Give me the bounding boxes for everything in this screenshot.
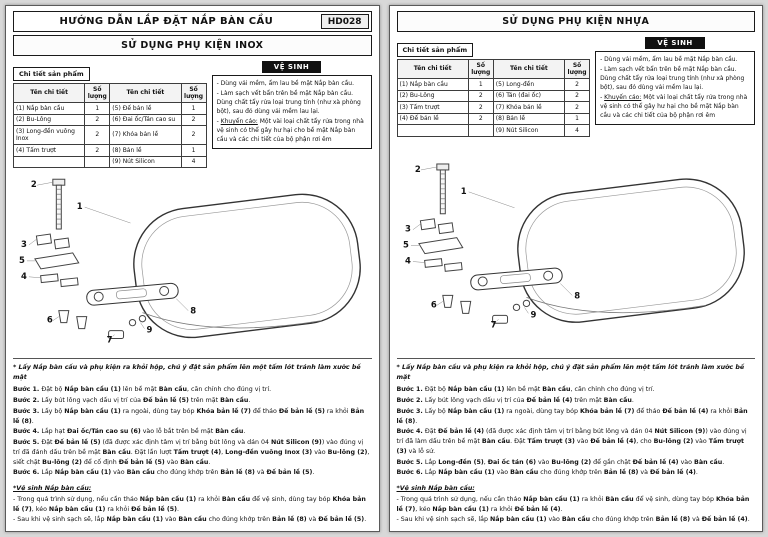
cleaning-bullet: - Làm sạch vết bẩn trên bề mặt Nắp bàn cầu. Dùng chất tẩy rửa loại trung tính (như xà phòng bột), sau đó dùng vải mềm lau lại. — [600, 66, 745, 91]
cleaning-step: - Trong quá trình sử dụng, nếu cần tháo Nắp bàn cầu (1) ra khỏi Bàn cầu để vệ sinh, dùng tay bóp Khóa bản lề (7), kéo Nắp bàn cầu (1) ra khỏi Đế bản lề (4). — [396, 495, 750, 513]
parts-table-header-cell: Tên chi tiết — [397, 60, 468, 79]
parts-table-row — [397, 90, 590, 102]
installation-step: Bước 6. Lắp Nắp bàn cầu (1) vào Bàn cầu cho đúng khớp trên Bản lề (8) và Đế bản lề (5). — [13, 469, 315, 477]
parts-table-header-cell: Số lượng — [181, 84, 206, 103]
part-name-cell: (5) Long-đền — [493, 79, 564, 91]
cleaning-bullet: - Khuyến cáo: Một vài loại chất tẩy rửa trong nhà vệ sinh có thể gây hư hại cho bề mặt Nắp bàn cầu và các chi tiết của bộ phận rơi êm — [216, 118, 364, 143]
installation-steps — [13, 385, 372, 478]
part-name-cell: (2) Bu-Lông — [14, 114, 85, 126]
part-number-7: 7 — [106, 334, 113, 345]
part-qty-cell: 1 — [565, 113, 590, 125]
part-qty-cell: 1 — [181, 145, 206, 157]
part-name-cell: (8) Bản lề — [110, 145, 181, 157]
parts-table — [397, 59, 591, 137]
cleaning-bullet: - Khuyến cáo: Một vài loại chất tẩy rửa trong nhà vệ sinh có thể gây hư hại cho bề mặt Nắp bàn cầu và các chi tiết của bộ phận rơi êm — [600, 94, 748, 119]
part-number-2: 2 — [414, 163, 421, 174]
slide-pad-drawing — [41, 274, 78, 287]
document-title-bar — [13, 11, 372, 32]
cleaning-step: - Trong quá trình sử dụng, nếu cần tháo Nắp bàn cầu (1) ra khỏi Bàn cầu để vệ sinh, dùng tay bóp Khóa bản lề (7), kéo Nắp bàn cầu (1) ra khỏi Đế bản lề (5). — [13, 495, 366, 513]
part-name-cell: (6) Tán (đai ốc) — [493, 90, 564, 102]
part-qty-cell: 2 — [181, 126, 206, 145]
cleaning-bullet: - Làm sạch vết bẩn trên bề mặt Nắp bàn cầu. Dùng chất tẩy rửa loại trung tính (như xà phòng bột), sau đó dùng vải mềm lau lại. — [216, 90, 361, 115]
part-qty-cell: 2 — [468, 102, 493, 114]
part-qty-cell: 2 — [565, 90, 590, 102]
hinge-base-drawing — [418, 237, 462, 253]
part-number-4: 4 — [404, 255, 411, 266]
part-name-cell — [14, 156, 85, 168]
part-name-cell: (7) Khóa bản lề — [110, 126, 181, 145]
washer-drawing — [36, 234, 69, 249]
cleaning-bullet-list — [595, 51, 755, 125]
cleaning-instructions-title: *Vệ sinh Nắp bàn cầu: — [13, 485, 92, 492]
installation-step: Bước 3. Lấy bộ Nắp bàn cầu (1) ra ngoài, dùng tay bóp Khóa bản lề (7) để tháo Đế bản lề (4) ra khỏi Bản lề (8). — [396, 407, 748, 425]
info-section — [13, 61, 372, 168]
parts-table-header-cell: Số lượng — [85, 84, 110, 103]
hinge-base-drawing — [35, 253, 79, 269]
exploded-parts-diagram — [13, 171, 372, 356]
installation-instructions — [397, 358, 756, 526]
part-qty-cell: 2 — [468, 90, 493, 102]
cleaning-step: - Sau khi vệ sinh sạch sẽ, lắp Nắp bàn cầu (1) vào Bàn cầu cho đúng khớp trên Bản lề (8) và Đế bản lề (5). — [13, 516, 367, 524]
cleaning-label: VỆ SINH — [262, 61, 322, 73]
installation-step: Bước 1. Đặt bộ Nắp bàn cầu (1) lên bề mặt Bàn cầu, căn chỉnh cho đúng vị trí. — [396, 386, 655, 394]
part-name-cell: (5) Đế bản lề — [110, 103, 181, 115]
part-name-cell: (6) Đai ốc/Tán cao su — [110, 114, 181, 126]
part-number-9: 9 — [529, 308, 536, 319]
part-number-6: 6 — [46, 314, 53, 325]
seat-lid-drawing — [511, 172, 750, 328]
cleaning-step: - Sau khi vệ sinh sạch sẽ, lắp Nắp bàn cầu (1) vào Bàn cầu cho đúng khớp trên Bản lề (8) và Đế bản lề (4). — [396, 516, 750, 524]
parts-list-label: Chi tiết sản phẩm — [13, 67, 90, 81]
installation-instructions — [13, 358, 372, 526]
parts-table-header-cell: Tên chi tiết — [493, 60, 564, 79]
parts-table-row — [14, 103, 207, 115]
page-inox-instructions — [5, 5, 380, 532]
parts-table-row — [14, 156, 207, 168]
part-name-cell: (1) Nắp bàn cầu — [14, 103, 85, 115]
parts-table-row — [14, 126, 207, 145]
part-number-6: 6 — [430, 298, 437, 309]
parts-table-row — [397, 113, 590, 125]
parts-table-row — [397, 79, 590, 91]
parts-table-header-cell: Số lượng — [565, 60, 590, 79]
document-title: HƯỚNG DẪN LẮP ĐẶT NẮP BÀN CẦU — [59, 16, 274, 27]
info-section — [397, 37, 756, 137]
exploded-parts-diagram — [397, 140, 756, 356]
part-qty-cell: 2 — [85, 114, 110, 126]
parts-table-header-cell: Tên chi tiết — [110, 84, 181, 103]
document-code-badge: HD028 — [321, 14, 369, 29]
part-name-cell: (4) Đế bản lề — [397, 113, 468, 125]
silicon-cap-drawing — [513, 300, 529, 310]
parts-table-row — [14, 114, 207, 126]
parts-list-section — [13, 61, 207, 168]
unpack-note: * Lấy Nắp bàn cầu và phụ kiện ra khỏi hộp, chú ý đặt sản phẩm lên một tấm lót tránh làm xước bề mặt — [396, 363, 745, 381]
installation-step: Bước 6. Lắp Nắp bàn cầu (1) vào Bàn cầu cho đúng khớp trên Bản lề (8) và Đế bản lề (4). — [396, 469, 698, 477]
parts-table-header-cell: Số lượng — [468, 60, 493, 79]
part-name-cell: (2) Bu-Lông — [397, 90, 468, 102]
part-name-cell: (3) Long-đền vuông Inox — [14, 126, 85, 145]
installation-step: Bước 4. Lắp hạt Đai ốc/Tán cao su (6) vào lỗ bắt trên bề mặt Bàn cầu. — [13, 428, 246, 436]
part-number-7: 7 — [490, 318, 496, 329]
part-number-8: 8 — [190, 305, 197, 316]
cleaning-bullet: - Dùng vải mềm, ẩm lau bề mặt Nắp bàn cầu. — [600, 56, 738, 63]
slide-pad-drawing — [424, 258, 461, 271]
parts-list-section — [397, 37, 591, 137]
part-name-cell — [397, 125, 468, 137]
bolt-drawing — [53, 179, 65, 229]
section-title-nhua: SỬ DỤNG PHỤ KIỆN NHỰA — [397, 11, 756, 32]
part-name-cell: (4) Tấm trượt — [14, 145, 85, 157]
installation-step: Bước 5. Lắp Long-đền (5), Đai ốc tán (6) vào Bu-lông (2) để gắn chặt Đế bản lề (4) vào Bàn cầu. — [396, 458, 725, 466]
cleaning-bullet: - Dùng vải mềm, ẩm lau bề mặt Nắp bàn cầu. — [216, 80, 355, 87]
rubber-nut-drawing — [59, 311, 87, 329]
cleaning-bullet-list — [212, 75, 372, 149]
part-name-cell: (9) Nút Silicon — [493, 125, 564, 137]
installation-step: Bước 3. Lấy bộ Nắp bàn cầu (1) ra ngoài, dùng tay bóp Khóa bản lề (7) để tháo Đế bản lề (5) ra khỏi Bản lề (8). — [13, 407, 365, 425]
bolt-drawing — [436, 163, 448, 213]
cleaning-instructions-title: *Vệ sinh Nắp bàn cầu: — [396, 485, 475, 492]
part-qty-cell: 1 — [468, 79, 493, 91]
part-name-cell: (1) Nắp bàn cầu — [397, 79, 468, 91]
installation-step: Bước 1. Đặt bộ Nắp bàn cầu (1) lên bề mặt Bàn cầu, căn chỉnh cho đúng vị trí. — [13, 386, 272, 394]
page-nhua-instructions — [389, 5, 764, 532]
silicon-cap-drawing — [129, 315, 145, 325]
part-number-4: 4 — [20, 270, 27, 281]
parts-table-header-row — [14, 84, 207, 103]
parts-table-row — [14, 145, 207, 157]
parts-table-row — [397, 125, 590, 137]
cleaning-label: VỆ SINH — [645, 37, 705, 49]
part-number-3: 3 — [20, 238, 27, 249]
installation-steps — [397, 385, 756, 478]
part-number-1: 1 — [76, 201, 83, 212]
installation-step: Bước 2. Lấy bút lông vạch dấu vị trí của Đế bản lề (5) trên mặt Bàn cầu. — [13, 397, 251, 404]
part-qty-cell: 4 — [565, 125, 590, 137]
parts-list-label: Chi tiết sản phẩm — [397, 43, 474, 57]
part-number-3: 3 — [404, 223, 411, 234]
part-qty-cell — [468, 125, 493, 137]
section-title-inox: SỬ DỤNG PHỤ KIỆN INOX — [13, 35, 372, 56]
part-qty-cell: 2 — [565, 102, 590, 114]
part-number-8: 8 — [573, 289, 580, 300]
part-name-cell: (8) Bản lề — [493, 113, 564, 125]
part-name-cell: (7) Khóa bản lề — [493, 102, 564, 114]
part-qty-cell: 2 — [85, 126, 110, 145]
part-qty-cell: 1 — [181, 103, 206, 115]
installation-step: Bước 2. Lấy bút lông vạch dấu vị trí của Đế bản lề (4) trên mặt Bàn cầu. — [396, 397, 634, 404]
part-qty-cell — [85, 156, 110, 168]
cleaning-section — [212, 61, 372, 168]
unpack-note: * Lấy Nắp bàn cầu và phụ kiện ra khỏi hộp, chú ý đặt sản phẩm lên một tấm lót tránh làm xước bề mặt — [13, 363, 361, 381]
seat-lid-drawing — [127, 188, 366, 344]
part-number-5: 5 — [18, 254, 25, 265]
cleaning-steps — [13, 495, 372, 525]
part-qty-cell: 1 — [85, 103, 110, 115]
parts-table-header-cell: Tên chi tiết — [14, 84, 85, 103]
parts-table-header-row — [397, 60, 590, 79]
installation-step: Bước 5. Đặt Đế bản lề (5) (đã được xác định tâm vị trí bằng bút lông và dán 04 Nút Silicon (9)) vào đúng vị trí đã đánh dấu trên bề mặt Bàn cầu. Đặt lần lượt Tấm trượt (4), Long-đền vuông Inox (3) vào Bu-lông (2), siết chặt Bu-lông (2) để cố định Đế bản lề (5) vào Bàn cầu. — [13, 439, 370, 466]
part-name-cell: (9) Nút Silicon — [110, 156, 181, 168]
part-name-cell: (3) Tấm trượt — [397, 102, 468, 114]
part-qty-cell: 4 — [181, 156, 206, 168]
parts-table-row — [397, 102, 590, 114]
part-number-2: 2 — [30, 179, 37, 190]
part-qty-cell: 2 — [181, 114, 206, 126]
washer-drawing — [420, 218, 453, 233]
parts-table — [13, 83, 207, 168]
part-number-9: 9 — [146, 324, 153, 335]
cleaning-steps — [397, 495, 756, 525]
part-qty-cell: 2 — [468, 113, 493, 125]
installation-step: Bước 4. Đặt Đế bản lề (4) (đã được xác định tâm vị trí bằng bút lông và dán 04 Nút Silicon (9)) vào đúng vị trí đã làm dấu trên bề mặt Bàn cầu. Đặt Tấm trượt (3) vào Đế bản lề (4), cho Bu-lông (2) vào Tấm trượt (3) và lỗ sứ. — [396, 428, 747, 455]
rubber-nut-drawing — [442, 295, 470, 313]
part-qty-cell: 2 — [85, 145, 110, 157]
part-number-1: 1 — [460, 185, 467, 196]
part-qty-cell: 2 — [565, 79, 590, 91]
cleaning-section — [595, 37, 755, 137]
part-number-5: 5 — [402, 239, 409, 250]
